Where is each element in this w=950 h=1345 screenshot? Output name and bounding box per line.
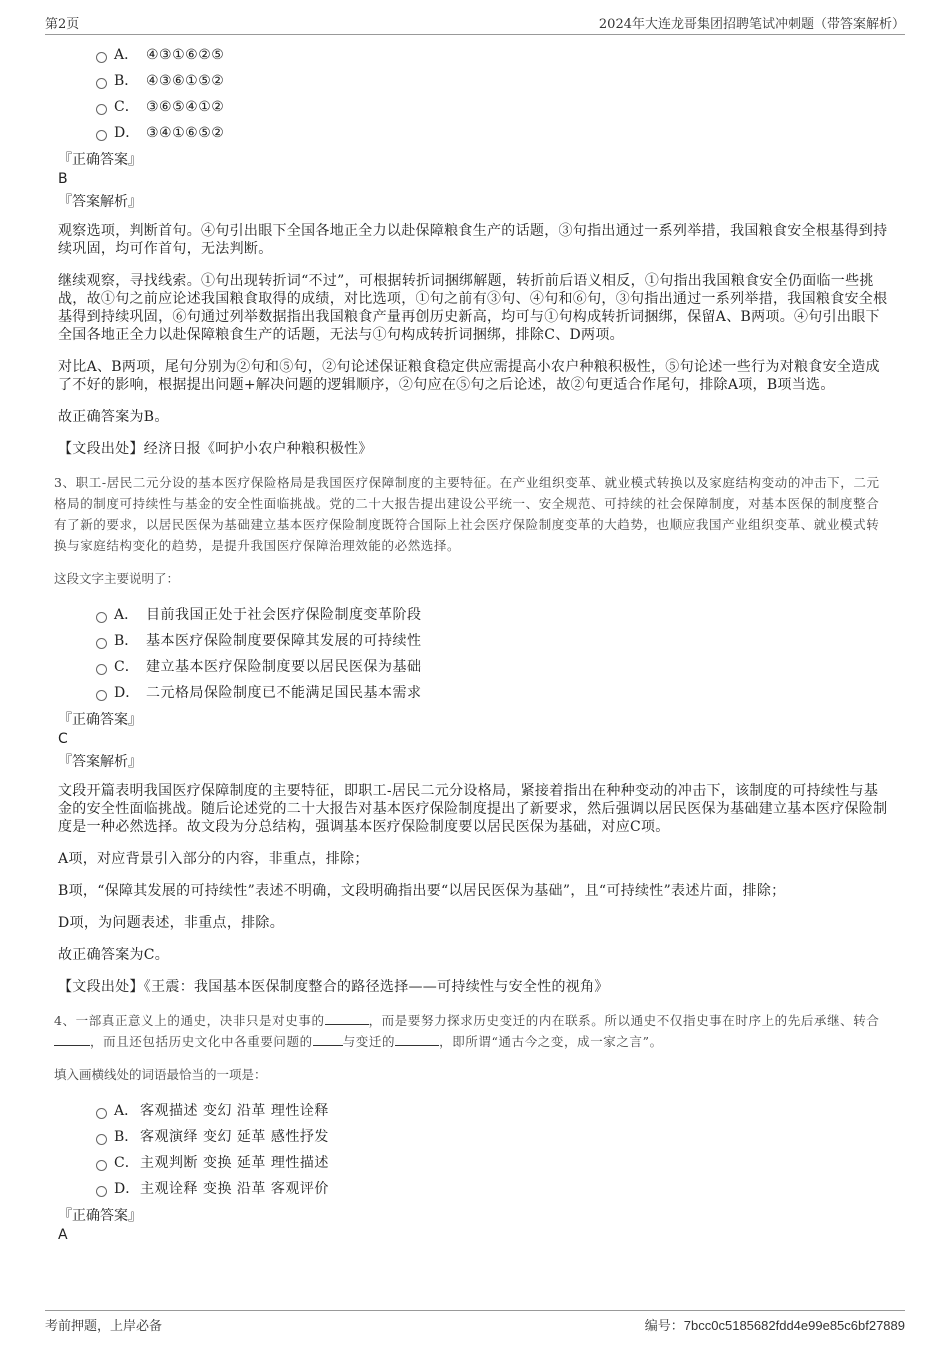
q2-option-b[interactable] xyxy=(96,68,890,94)
page-number: 第2页 xyxy=(45,17,80,32)
option-text: 主观判断 变换 延革 理性描述 xyxy=(140,1155,329,1171)
question-3-text: 3、职工-居民二元分设的基本医疗保险格局是我国医疗保障制度的主要特征。在产业组织变革、就业模式转换以及家庭结构变动的冲击下，二元格局的制度可持续性与基金的安全性面临挑战。党的二十大报告提出建设公平统一、安全规范、可持续的社会保障制度，对基本医保的制度整合有了新的要求，以居民医保为基础建立基本医疗保险制度既符合国际上社会医疗保险制度变革的大趋势，也顺应我国产业组织变革、就业模式转换与家庭结构变化的趋势，是提升我国医疗保障治理效能的必然选择。 xyxy=(54,475,880,553)
option-letter: C． xyxy=(114,1155,139,1171)
fill-blank xyxy=(54,1033,90,1046)
option-letter: D． xyxy=(114,125,140,141)
q2-options xyxy=(96,42,890,146)
code-value: 7bcc0c5185682fdd4e99e85c6bf27889 xyxy=(683,1318,905,1333)
answer-value: A xyxy=(58,1227,68,1243)
question-text-part: ，即所谓“通古今之变，成一家之言”。 xyxy=(439,1034,663,1049)
fill-blank xyxy=(395,1033,439,1046)
question-text-part: 与变迁的 xyxy=(342,1034,396,1049)
q2-option-d[interactable] xyxy=(96,120,890,146)
q3-options xyxy=(96,602,890,706)
q4-option-a[interactable] xyxy=(96,1098,890,1124)
question-4-stem: 填入画横线处的词语最恰当的一项是： xyxy=(54,1067,267,1082)
q3-option-b[interactable] xyxy=(96,628,890,654)
option-text: 客观演绎 变幻 延革 感性抒发 xyxy=(140,1129,329,1145)
q4-option-c[interactable] xyxy=(96,1150,890,1176)
code-label: 编号： xyxy=(644,1319,684,1334)
question-3-stem: 这段文字主要说明了： xyxy=(54,571,180,586)
radio-icon[interactable] xyxy=(96,1186,107,1197)
answer-label: 『正确答案』 xyxy=(58,1208,142,1224)
analysis-paragraph: 故正确答案为C。 xyxy=(58,947,170,963)
radio-icon[interactable] xyxy=(96,638,107,649)
radio-icon[interactable] xyxy=(96,690,107,701)
option-text: ④③①⑥②⑤ xyxy=(146,47,225,63)
radio-icon[interactable] xyxy=(96,78,107,89)
option-text: 客观描述 变幻 沿革 理性诠释 xyxy=(140,1103,329,1119)
analysis-label: 『答案解析』 xyxy=(58,194,142,210)
analysis-paragraph: 故正确答案为B。 xyxy=(58,409,169,425)
question-text-part: ，而且还包括历史文化中各重要问题的 xyxy=(90,1034,313,1049)
footer-slogan: 考前押题，上岸必备 xyxy=(45,1319,163,1334)
page-footer xyxy=(45,1310,905,1333)
source-citation: 【文段出处】经济日报《呵护小农户种粮积极性》 xyxy=(58,441,373,457)
page-header xyxy=(45,10,905,35)
radio-icon[interactable] xyxy=(96,104,107,115)
page-content xyxy=(54,42,890,1244)
option-letter: B． xyxy=(114,633,139,649)
q2-option-a[interactable] xyxy=(96,42,890,68)
analysis-paragraph: D项，为问题表述，非重点，排除。 xyxy=(58,915,285,931)
answer-value: B xyxy=(58,171,68,187)
radio-icon[interactable] xyxy=(96,1134,107,1145)
option-text: 建立基本医疗保险制度要以居民医保为基础 xyxy=(146,659,422,675)
radio-icon[interactable] xyxy=(96,1108,107,1119)
fill-blank xyxy=(325,1012,369,1025)
option-letter: A． xyxy=(114,47,139,63)
q4-option-b[interactable] xyxy=(96,1124,890,1150)
answer-label: 『正确答案』 xyxy=(58,712,142,728)
option-letter: D． xyxy=(114,685,140,701)
question-text-part: ，而是要努力探求历史变迁的内在联系。所以通史不仅指史事在时序上的先后承继、转合 xyxy=(368,1013,880,1028)
answer-label: 『正确答案』 xyxy=(58,152,142,168)
analysis-paragraph: B项，“保障其发展的可持续性”表述不明确，文段明确指出要“以居民医保为基础”，且“可持续性”表述片面，排除； xyxy=(58,883,786,899)
q2-option-c[interactable] xyxy=(96,94,890,120)
option-text: 目前我国正处于社会医疗保险制度变革阶段 xyxy=(146,607,422,623)
option-text: ④③⑥①⑤② xyxy=(146,73,225,89)
radio-icon[interactable] xyxy=(96,130,107,141)
radio-icon[interactable] xyxy=(96,52,107,63)
option-text: 基本医疗保险制度要保障其发展的可持续性 xyxy=(146,633,422,649)
option-letter: C． xyxy=(114,659,139,675)
option-letter: B． xyxy=(114,73,139,89)
q4-option-d[interactable] xyxy=(96,1176,890,1202)
analysis-label: 『答案解析』 xyxy=(58,754,142,770)
document-code xyxy=(645,1315,905,1334)
analysis-paragraph: 观察选项，判断首句。④句引出眼下全国各地正全力以赴保障粮食生产的话题，③句指出通过一系列举措，我国粮食安全根基得到持续巩固，均可作首句，无法判断。 xyxy=(58,223,888,257)
option-letter: B． xyxy=(114,1129,139,1145)
option-letter: A． xyxy=(114,607,139,623)
option-letter: C． xyxy=(114,99,139,115)
q3-option-c[interactable] xyxy=(96,654,890,680)
question-4-text xyxy=(54,1010,890,1052)
option-text: 二元格局保险制度已不能满足国民基本需求 xyxy=(146,685,422,701)
q3-option-a[interactable] xyxy=(96,602,890,628)
analysis-paragraph: 文段开篇表明我国医疗保障制度的主要特征，即职工-居民二元分设格局，紧接着指出在种种变动的冲击下，该制度的可持续性与基金的安全性面临挑战。随后论述党的二十大报告对基本医疗保险制度提出了新要求，然后强调以居民医保为基础建立基本医疗保险制度是一种必然选择。故文段为分总结构，强调基本医疗保险制度要以居民医保为基础，对应C项。 xyxy=(58,783,888,835)
analysis-paragraph: 继续观察，寻找线索。①句出现转折词“不过”，可根据转折词捆绑解题，转折前后语义相反，①句指出我国粮食安全仍面临一些挑战，故①句之前应论述我国粮食取得的成绩，对比选项，①句之前有③句、④句和⑥句，③句指出通过一系列举措，我国粮食安全根基得到持续巩固，⑥句通过列举数据指出我国粮食产量再创历史新高，均可与①句构成转折词捆绑，保留A、B两项。④句引出眼下全国各地正全力以赴保障粮食生产的话题，无法与①句构成转折词捆绑，排除C、D两项。 xyxy=(58,273,888,343)
option-text: ③⑥⑤④①② xyxy=(146,99,225,115)
q3-option-d[interactable] xyxy=(96,680,890,706)
option-letter: A． xyxy=(114,1103,139,1119)
answer-value: C xyxy=(58,731,68,747)
radio-icon[interactable] xyxy=(96,1160,107,1171)
option-text: ③④①⑥⑤② xyxy=(146,125,225,141)
q4-options xyxy=(96,1098,890,1202)
option-letter: D． xyxy=(114,1181,140,1197)
radio-icon[interactable] xyxy=(96,612,107,623)
document-title: 2024年大连龙哥集团招聘笔试冲刺题（带答案解析） xyxy=(598,17,905,32)
question-text-part: 4、一部真正意义上的通史，决非只是对史事的 xyxy=(54,1013,325,1028)
source-citation: 【文段出处】《王震：我国基本医保制度整合的路径选择——可持续性与安全性的视角》 xyxy=(58,979,609,995)
radio-icon[interactable] xyxy=(96,664,107,675)
fill-blank xyxy=(313,1033,343,1046)
option-text: 主观诠释 变换 沿革 客观评价 xyxy=(140,1181,329,1197)
analysis-paragraph: A项，对应背景引入部分的内容，非重点，排除； xyxy=(58,851,369,867)
analysis-paragraph: 对比A、B两项，尾句分别为②句和⑤句，②句论述保证粮食稳定供应需提高小农户种粮积极性，⑤句论述一些行为对粮食安全造成了不好的影响，根据提出问题+解决问题的逻辑顺序，②句应在⑤句之后论述，故②句更适合作尾句，排除A项，B项当选。 xyxy=(58,359,880,393)
